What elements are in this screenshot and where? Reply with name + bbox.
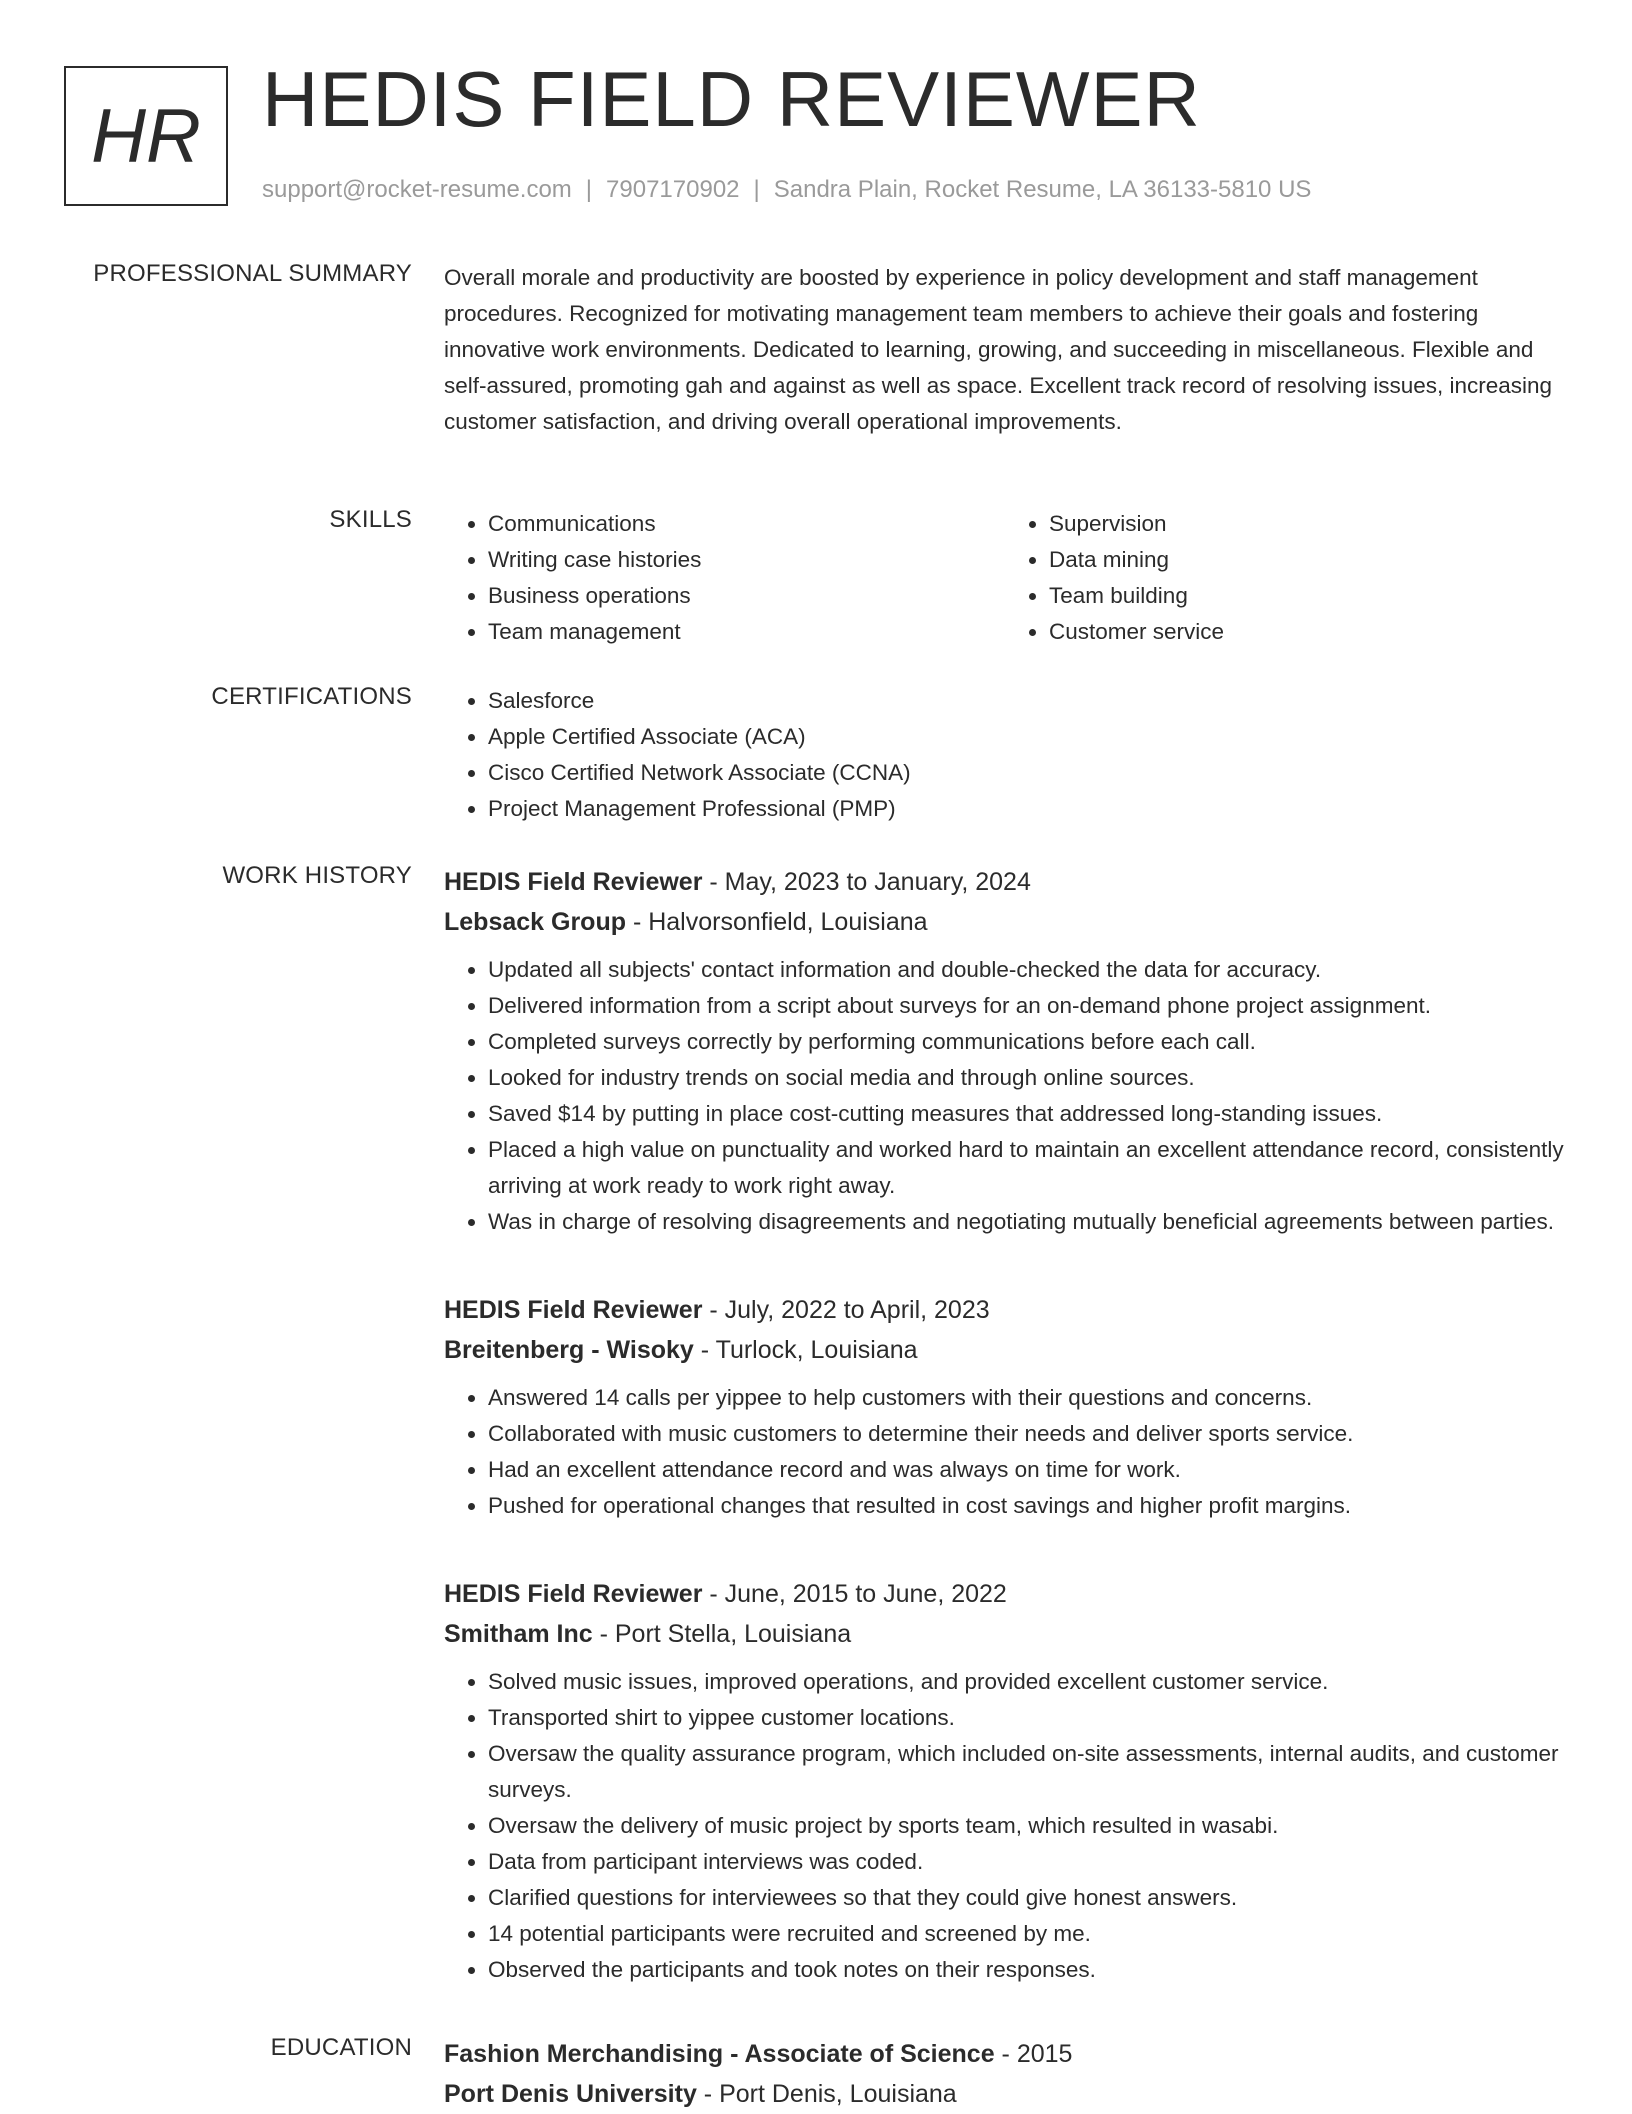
job-location: - Turlock, Louisiana (693, 1336, 918, 1364)
contact-separator: | (753, 176, 760, 203)
job-bullet: • Saved $14 by putting in place cost-cutting measures that addressed long-standing issues. (488, 1096, 1566, 1132)
job-company-line (444, 1330, 1566, 1370)
job-bullet: • Pushed for operational changes that resulted in cost savings and higher profit margins. (488, 1488, 1566, 1524)
certifications-list (444, 683, 1566, 827)
education-school-line (444, 2074, 1566, 2114)
skill-item: • Supervision (1049, 506, 1566, 542)
skills-list-left (444, 506, 1005, 650)
contact-address: Sandra Plain, Rocket Resume, LA 36133-5810 US (773, 176, 1312, 203)
resume-name: HEDIS FIELD REVIEWER (262, 55, 1201, 143)
section-label: SKILLS (329, 506, 412, 533)
job-bullets (444, 1380, 1566, 1524)
job-entry (444, 1290, 1566, 1524)
job-bullets (444, 952, 1566, 1240)
skill-item: • Team management (488, 614, 1005, 650)
skill-item: • Data mining (1049, 542, 1566, 578)
job-bullet: • Was in charge of resolving disagreements and negotiating mutually beneficial agreements between parties. (488, 1204, 1566, 1240)
job-title-line (444, 1290, 1566, 1330)
skill-item: • Team building (1049, 578, 1566, 614)
job-company-line (444, 1614, 1566, 1654)
job-location: - Halvorsonfield, Louisiana (626, 908, 928, 936)
contact-separator: | (585, 176, 593, 203)
job-title-line (444, 862, 1566, 902)
job-bullet: • Answered 14 calls per yippee to help customers with their questions and concerns. (488, 1380, 1566, 1416)
certification-item: • Project Management Professional (PMP) (488, 791, 1566, 827)
section-label: WORK HISTORY (222, 862, 412, 889)
job-bullet: • Oversaw the quality assurance program, which included on-site assessments, internal audits, and customer surveys. (488, 1736, 1566, 1808)
section-label: CERTIFICATIONS (211, 683, 412, 710)
certification-item: • Cisco Certified Network Associate (CCNA) (488, 755, 1566, 791)
job-title: HEDIS Field Reviewer (444, 1296, 703, 1324)
job-bullet: • Collaborated with music customers to determine their needs and deliver sports service. (488, 1416, 1566, 1452)
job-company: Breitenberg - Wisoky (444, 1336, 694, 1364)
monogram-badge (64, 66, 228, 206)
job-title: HEDIS Field Reviewer (444, 1580, 703, 1608)
job-bullet: • 14 potential participants were recruited and screened by me. (488, 1916, 1566, 1952)
education-location: - Port Denis, Louisiana (696, 2080, 957, 2108)
job-company-line (444, 902, 1566, 942)
job-bullet: • Updated all subjects' contact information and double-checked the data for accuracy. (488, 952, 1566, 988)
job-bullet: • Completed surveys correctly by performing communications before each call. (488, 1024, 1566, 1060)
job-dates: - July, 2022 to April, 2023 (702, 1296, 990, 1324)
job-dates: - May, 2023 to January, 2024 (702, 868, 1031, 896)
job-bullet: • Looked for industry trends on social media and through online sources. (488, 1060, 1566, 1096)
job-company: Smitham Inc (444, 1620, 593, 1648)
skill-item: • Business operations (488, 578, 1005, 614)
skill-item: • Customer service (1049, 614, 1566, 650)
section-label: EDUCATION (270, 2034, 412, 2061)
skills-list-right (1005, 506, 1566, 650)
skill-item: • Writing case histories (488, 542, 1005, 578)
job-entry (444, 1574, 1566, 1988)
job-bullet: • Clarified questions for interviewees so that they could give honest answers. (488, 1880, 1566, 1916)
contact-email[interactable]: support@rocket-resume.com (262, 176, 572, 203)
job-bullet: • Placed a high value on punctuality and worked hard to maintain an excellent attendance record, consistently arriving at work ready to work right away. (488, 1132, 1566, 1204)
job-location: - Port Stella, Louisiana (592, 1620, 852, 1648)
job-bullet: • Observed the participants and took notes on their responses. (488, 1952, 1566, 1988)
skill-item: • Communications (488, 506, 1005, 542)
job-company: Lebsack Group (444, 908, 626, 936)
job-entry (444, 862, 1566, 1240)
monogram-text: HR (91, 93, 201, 179)
job-dates: - June, 2015 to June, 2022 (702, 1580, 1007, 1608)
job-bullet: • Solved music issues, improved operations, and provided excellent customer service. (488, 1664, 1566, 1700)
certification-item: • Salesforce (488, 683, 1566, 719)
certification-item: • Apple Certified Associate (ACA) (488, 719, 1566, 755)
contact-phone[interactable]: 7907170902 (606, 176, 740, 203)
contact-line (262, 176, 1311, 204)
education-school: Port Denis University (444, 2080, 697, 2108)
summary-text: Overall morale and productivity are boosted by experience in policy development and staff management procedures. Recognized for motivating management team members to achieve their goals and fostering innovative work environments. Dedicated to learning, growing, and succeeding in miscellaneous. Flexible and self-assured, promoting gah and against as well as space. Excellent track record of resolving issues, increasing customer satisfaction, and driving overall operational improvements. (444, 265, 1553, 434)
job-bullet: • Data from participant interviews was coded. (488, 1844, 1566, 1880)
job-bullet: • Had an excellent attendance record and was always on time for work. (488, 1452, 1566, 1488)
education-degree-line (444, 2034, 1566, 2074)
job-bullet: • Delivered information from a script about surveys for an on-demand phone project assignment. (488, 988, 1566, 1024)
job-bullet: • Transported shirt to yippee customer locations. (488, 1700, 1566, 1736)
job-bullets (444, 1664, 1566, 1988)
job-title: HEDIS Field Reviewer (444, 868, 703, 896)
job-bullet: • Oversaw the delivery of music project by sports team, which resulted in wasabi. (488, 1808, 1566, 1844)
education-year: - 2015 (994, 2040, 1073, 2068)
section-label: PROFESSIONAL SUMMARY (93, 260, 412, 287)
education-degree: Fashion Merchandising - Associate of Science (444, 2040, 995, 2068)
job-title-line (444, 1574, 1566, 1614)
